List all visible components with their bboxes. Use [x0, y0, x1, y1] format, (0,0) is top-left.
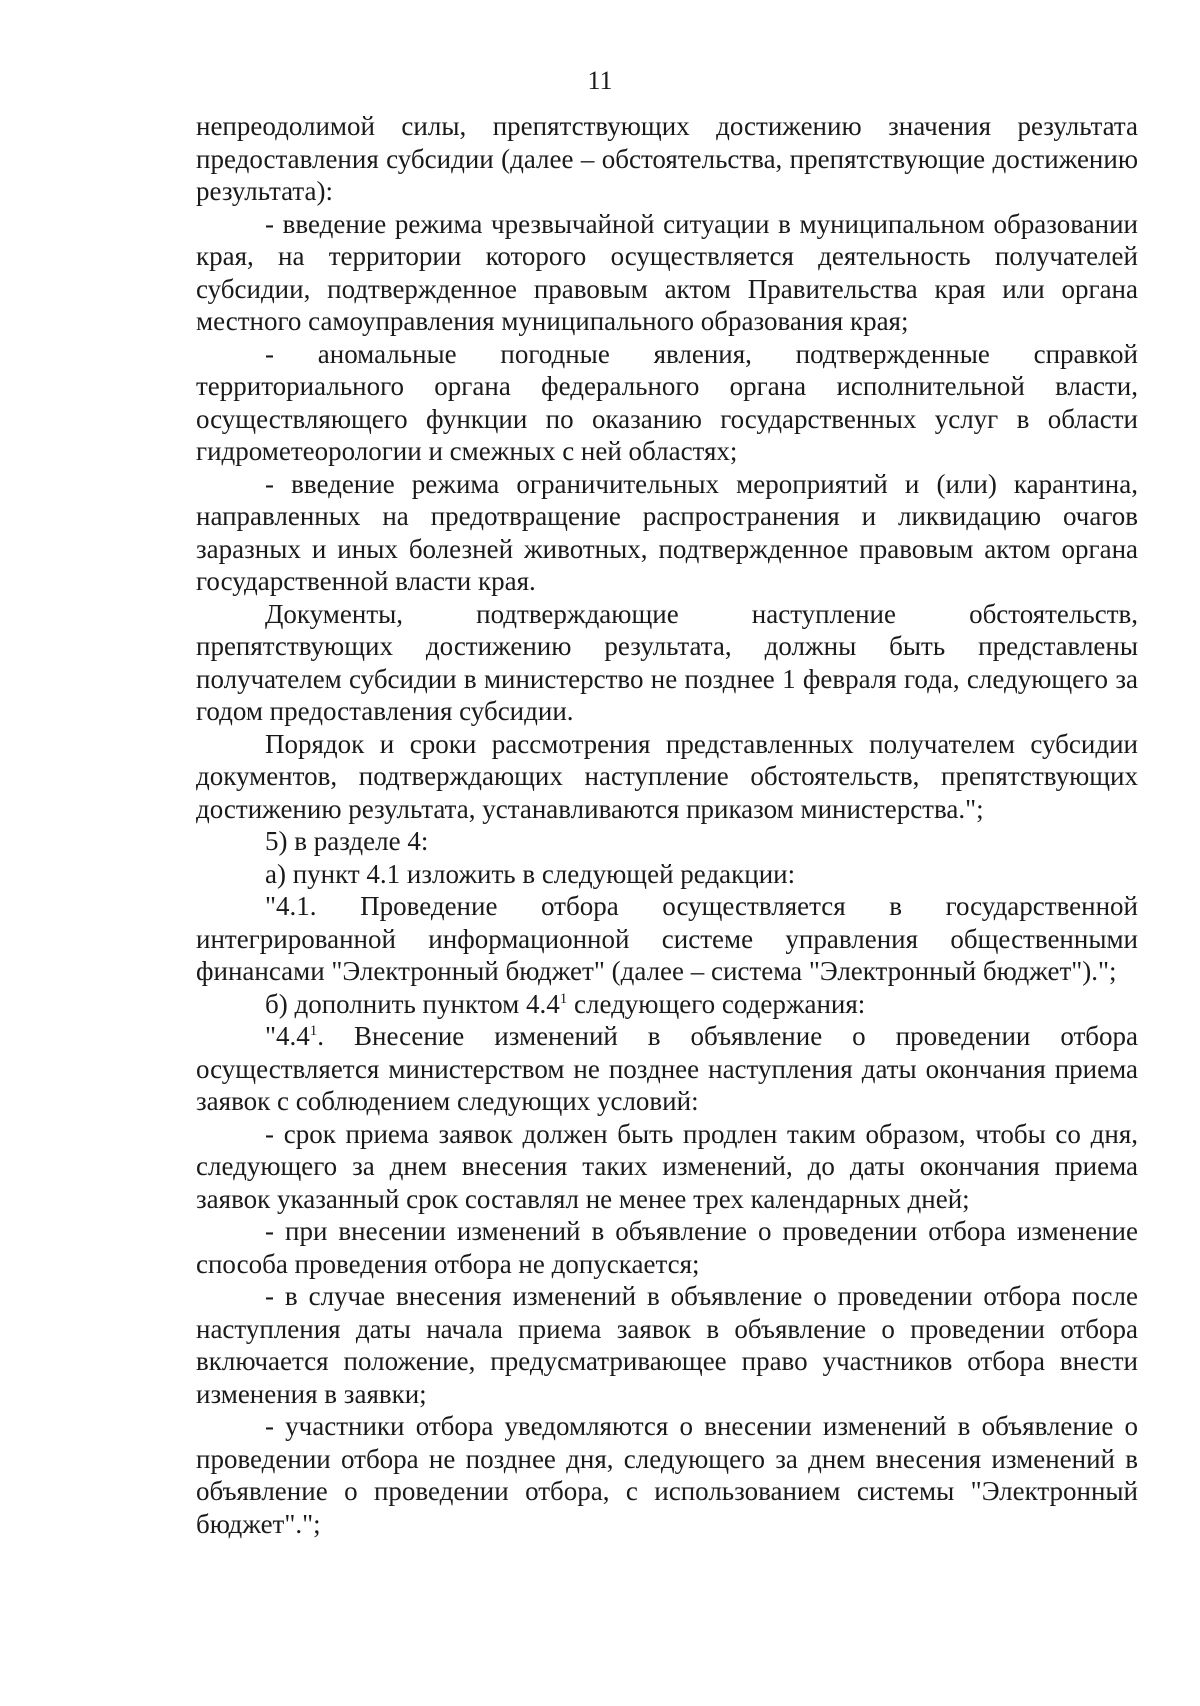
document-body: [196, 110, 1138, 1540]
paragraph-point-4-4-1: [196, 1020, 1138, 1118]
point-4-4-1-text-before: "4.4: [265, 1021, 310, 1051]
item-b-text-before: б) дополнить пунктом 4.4: [265, 988, 560, 1019]
paragraph-documents: Документы, подтверждающие наступление обстоятельств, препятствующих достижению результата, должны быть представлены получателем субсидии в министерство не позднее 1 февраля года, следующего за годом предоставления субсидии.: [196, 598, 1138, 726]
paragraph-item-a: а) пункт 4.1 изложить в следующей редакции:: [265, 858, 796, 889]
item-b-text-after: следующего содержания:: [567, 988, 866, 1019]
point-4-4-1-text-after: . Внесение изменений в объявление о проведении отбора осуществляется министерством не позднее наступления даты окончания приема заявок с соблюдением следующих условий:: [196, 1021, 1138, 1116]
paragraph-weather: - аномальные погодные явления, подтвержденные справкой территориального органа федерального органа исполнительной власти, осуществляющего функции по оказанию государственных услуг в области гидрометеорологии и смежных с ней областях;: [196, 338, 1138, 466]
point-4-4-1-superscript: 1: [309, 1023, 318, 1039]
paragraph-term-extension: - срок приема заявок должен быть продлен таким образом, чтобы со дня, следующего за днем внесения таких изменений, до даты окончания приема заявок указанный срок составлял не менее трех календарных дней;: [196, 1118, 1138, 1214]
paragraph-method-change: - при внесении изменений в объявление о проведении отбора изменение способа проведения отбора не допускается;: [196, 1216, 1138, 1279]
paragraph-quarantine: - введение режима ограничительных мероприятий и (или) карантина, направленных на предотвращение распространения и ликвидацию очагов заразных и иных болезней животных, подтвержденное правовым актом органа государственной власти края.: [196, 468, 1138, 596]
paragraph-item-b: [196, 988, 1138, 1021]
paragraph-notification: - участники отбора уведомляются о внесении изменений в объявление о проведении отбора не позднее дня, следующего за днем внесения изменений в объявление о проведении отбора, с использованием системы "Электронный бюджет".";: [196, 1411, 1138, 1539]
paragraph-procedure: Порядок и сроки рассмотрения представленных получателем субсидии документов, подтверждающих наступление обстоятельств, препятствующих достижению результата, устанавливаются приказом министерства.";: [196, 728, 1138, 824]
item-b-superscript: 1: [559, 990, 568, 1007]
page-number: 11: [587, 66, 613, 95]
paragraph-section-4: 5) в разделе 4:: [265, 826, 429, 856]
paragraph-continuation: непреодолимой силы, препятствующих достижению значения результата предоставления субсидии (далее – обстоятельства, препятствующие достижению результата):: [196, 111, 1138, 206]
paragraph-point-4-1: "4.1. Проведение отбора осуществляется в государственной интегрированной информационной системе управления общественными финансами "Электронный бюджет" (далее – система "Электронный бюджет").";: [196, 891, 1138, 986]
paragraph-emergency-regime: - введение режима чрезвычайной ситуации в муниципальном образовании края, на территории которого осуществляется деятельность получателей субсидии, подтвержденное правовым актом Правительства края или органа местного самоуправления муниципального образования края;: [196, 208, 1138, 336]
paragraph-amendment-right: - в случае внесения изменений в объявление о проведении отбора после наступления даты начала приема заявок в объявление о проведении отбора включается положение, предусматривающее право участников отбора внести изменения в заявки;: [196, 1281, 1138, 1409]
